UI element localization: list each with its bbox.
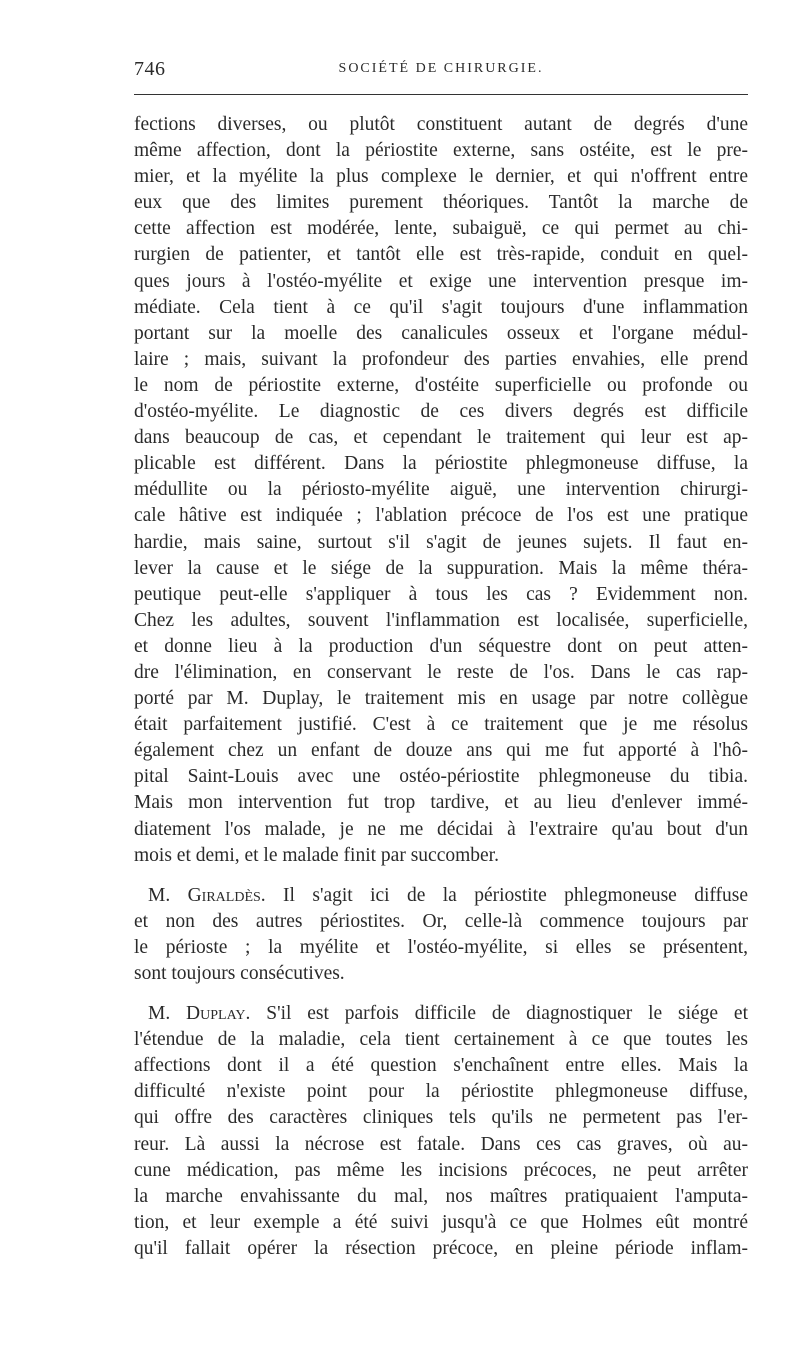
text-line: plicable est différent. Dans la périostite phlegmoneuse diffuse, la: [134, 453, 748, 475]
text-line: cale hâtive est indiquée ; l'ablation précoce de l'os est une pratique: [134, 505, 748, 527]
text-line: le nom de périostite externe, d'ostéite superficielle ou profonde ou: [134, 374, 748, 396]
text-line: sont toujours consécutives.: [134, 963, 345, 984]
text-line: Chez les adultes, souvent l'inflammation est localisée, superficielle,: [134, 609, 748, 631]
text-line: fections diverses, ou plutôt constituent autant de degrés d'une: [134, 114, 748, 135]
text-line: Mais mon intervention fut trop tardive, et au lieu d'enlever immé-: [134, 792, 748, 814]
text-line: l'étendue de la maladie, cela tient certainement à ce que toutes les: [134, 1029, 748, 1051]
text-line: et donne lieu à la production d'un séquestre dont on peut atten-: [134, 635, 748, 657]
text-line: hardie, mais saine, surtout s'il s'agit de jeunes sujets. Il faut en-: [134, 531, 748, 553]
paragraph-2: [134, 883, 748, 987]
text-line: médiate. Cela tient à ce qu'il s'agit toujours d'une inflammation: [134, 296, 748, 318]
paragraph-gap: [134, 869, 748, 883]
text-line: peutique peut-elle s'appliquer à tous les cas ? Evidemment non.: [134, 583, 748, 605]
text-line: ques jours à l'ostéo-myélite et exige une intervention presque im-: [134, 270, 748, 292]
text-line: rurgien de patienter, et tantôt elle est très-rapide, conduit en quel-: [134, 244, 748, 266]
text-line: mois et demi, et le malade finit par succomber.: [134, 844, 499, 866]
page-number: 746: [134, 58, 166, 80]
text-fragment: Il s'agit ici de la périostite phlegmoneuse diffuse: [265, 884, 748, 906]
text-line: dre l'élimination, en conservant le reste de l'os. Dans le cas rap-: [134, 661, 748, 683]
running-head: SOCIÉTÉ DE CHIRURGIE.: [338, 61, 544, 76]
speaker-name: M. Giraldès.: [148, 884, 266, 906]
text-line: également chez un enfant de douze ans qui me fut apporté à l'hô-: [134, 740, 748, 762]
text-line: même affection, dont la périostite externe, sans ostéite, est le pre-: [134, 140, 748, 162]
text-line: pital Saint-Louis avec une ostéo-périostite phlegmoneuse du tibia.: [134, 766, 748, 788]
speaker-name: M. Duplay.: [148, 1003, 251, 1025]
text-line: affections dont il a été question s'enchaînent entre elles. Mais la: [134, 1055, 748, 1077]
text-line: d'ostéo-myélite. Le diagnostic de ces divers degrés est difficile: [134, 401, 748, 423]
text-line: la marche envahissante du mal, nos maîtres pratiquaient l'amputa-: [134, 1185, 748, 1207]
paragraph-3: [134, 1001, 748, 1262]
paragraph-1: [134, 112, 748, 869]
text-line: laire ; mais, suivant la profondeur des parties envahies, elle prend: [134, 348, 748, 370]
text-line: porté par M. Duplay, le traitement mis en usage par notre collègue: [134, 688, 748, 710]
text-line: qui offre des caractères cliniques tels qu'ils ne permetent pas l'er-: [134, 1107, 748, 1129]
text-line: dans beaucoup de cas, et cependant le traitement qui leur est ap-: [134, 427, 748, 449]
text-line: qu'il fallait opérer la résection précoce, en pleine période inflam-: [134, 1237, 748, 1259]
text-line: eux que des limites purement théoriques. Tantôt la marche de: [134, 192, 748, 214]
text-line: mier, et la myélite la plus complexe le dernier, et qui n'offrent entre: [134, 166, 748, 188]
page-header: [134, 58, 748, 88]
header-rule: [134, 94, 748, 95]
text-line: le périoste ; la myélite et l'ostéo-myélite, si elles se présentent,: [134, 936, 748, 958]
text-line: lever la cause et le siége de la suppuration. Mais la même théra-: [134, 557, 748, 579]
text-line: reur. Là aussi la nécrose est fatale. Dans ces cas graves, où au-: [134, 1133, 748, 1155]
text-line: cette affection est modérée, lente, subaiguë, ce qui permet au chi-: [134, 218, 748, 240]
text-fragment: S'il est parfois difficile de diagnostiquer le siége et: [250, 1003, 748, 1025]
text-line: [134, 1001, 748, 1027]
paragraph-gap: [134, 987, 748, 1001]
text-line: cune médication, pas même les incisions précoces, ne peut arrêter: [134, 1159, 748, 1181]
text-line: portant sur la moelle des canalicules osseux et l'organe médul-: [134, 322, 748, 344]
text-line: et non des autres périostites. Or, celle-là commence toujours par: [134, 910, 748, 932]
text-line: tion, et leur exemple a été suivi jusqu'à ce que Holmes eût montré: [134, 1211, 748, 1233]
text-line: diatement l'os malade, je ne me décidai à l'extraire qu'au bout d'un: [134, 818, 748, 840]
text-line: était parfaitement justifié. C'est à ce traitement que je me résolus: [134, 714, 748, 736]
text-line: médullite ou la périosto-myélite aiguë, une intervention chirurgi-: [134, 479, 748, 501]
text-line: difficulté n'existe point pour la périostite phlegmoneuse diffuse,: [134, 1081, 748, 1103]
body-text: [134, 112, 748, 1262]
text-line: [134, 883, 748, 909]
